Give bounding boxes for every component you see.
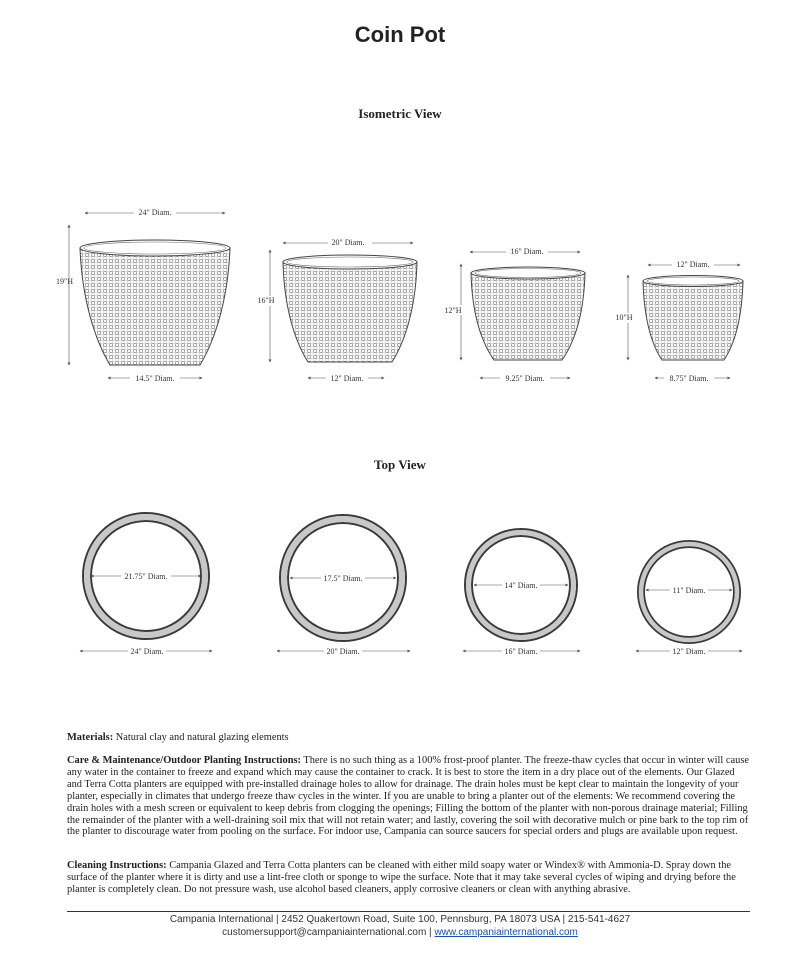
pot-1-isometric [56,207,230,383]
footer-address: Campania International | 2452 Quakertown Road, Suite 100, Pennsburg, PA 18073 USA | 215-541-4627 [169,914,631,925]
isometric-view-heading: Isometric View [358,106,442,121]
pot-4-top-diam: 12" Diam. [676,260,710,269]
pot-3-height: 12"H [444,306,462,315]
care-text: There is no such thing as a 100% frost-proof planter. The freeze-thaw cycles that occur in winter will cause any water in the container to freeze and expand which may cause the container to crack. It is best to store the item in a dry place out of the elements. Our Glazed and Terra Cotta planters are equipped with pre-installed drainage holes to allow for drainage. The drain holes must be kept clear to maintain the longevity of your planter, especially in climates that undergo freeze thaw cycles in the winter. If you are unable to bring a planter out of the elements: We recommend covering the drain holes with a mesh screen or equivalent to keep debris from clogging the openings; Filling the bottom of the planter with non-porous drainage material; Filling the remainder of the planter with a well-draining soil mix that will not retain water; and lastly, covering the soil with decorative mulch or pine bark to the top rim of the planter to discourage water from pooling on the surface. For indoor use, Campania can source saucers for special orders and plugs are available upon request. [67,755,749,838]
footer-website-link[interactable]: www.campaniainternational.com [434,927,578,938]
ring-2-inner-diam: 17.5" Diam. [323,574,363,583]
page-title: Coin Pot [354,22,446,47]
materials-text: Natural clay and natural glazing elements [113,732,289,743]
pot-3-bottom-diam: 9.25" Diam. [505,374,545,383]
ring-4-top-view [636,541,742,656]
top-view-heading: Top View [374,457,426,472]
ring-4-inner-diam: 11" Diam. [672,586,706,595]
ring-2-outer-diam: 20" Diam. [326,647,360,656]
footer-email: customersupport@campaniainternational.com | [222,927,435,938]
care-paragraph [67,755,750,838]
pot-4-height: 10"H [615,313,633,322]
care-label: Care & Maintenance/Outdoor Planting Instructions: [67,755,301,766]
pot-4-isometric [612,259,743,383]
pot-3-isometric [443,246,585,383]
ring-3-top-view [463,529,580,656]
pot-1-bottom-diam: 14.5" Diam. [135,374,175,383]
ring-4-outer-diam: 12" Diam. [672,647,706,656]
ring-1-outer-diam: 24" Diam. [130,647,164,656]
pot-4-bottom-diam: 8.75" Diam. [669,374,709,383]
ring-3-inner-diam: 14" Diam. [504,581,538,590]
pot-2-isometric [255,237,417,383]
cleaning-text: Campania Glazed and Terra Cotta planters can be cleaned with either mild soapy water or Windex® with Ammonia-D. Spray down the surface of the planter where it is dirty and use a lint-free cloth or sponge to wipe the surface. Note that it may take several cycles of wiping and drying before the planter is completely clean. Do not pressure wash, use alcohol based cleaners, apply corrosive cleaners or clean with anything abrasive. [67,860,736,895]
ring-3-outer-diam: 16" Diam. [504,647,538,656]
pot-3-top-diam: 16" Diam. [510,247,544,256]
footer-contact [0,927,800,938]
ring-1-top-view [80,513,212,656]
pot-2-top-diam: 20" Diam. [331,238,365,247]
pot-2-height: 16"H [257,296,275,305]
ring-2-top-view [277,515,410,656]
cleaning-paragraph [67,860,750,896]
ring-1-inner-diam: 21.75" Diam. [124,572,168,581]
pot-1-height: 19"H [56,277,74,286]
pot-2-bottom-diam: 12" Diam. [330,374,364,383]
footer-divider [67,911,750,912]
pot-1-top-diam: 24" Diam. [138,208,172,217]
materials-paragraph [67,732,750,744]
materials-label: Materials: [67,732,114,743]
cleaning-label: Cleaning Instructions: [67,860,167,871]
